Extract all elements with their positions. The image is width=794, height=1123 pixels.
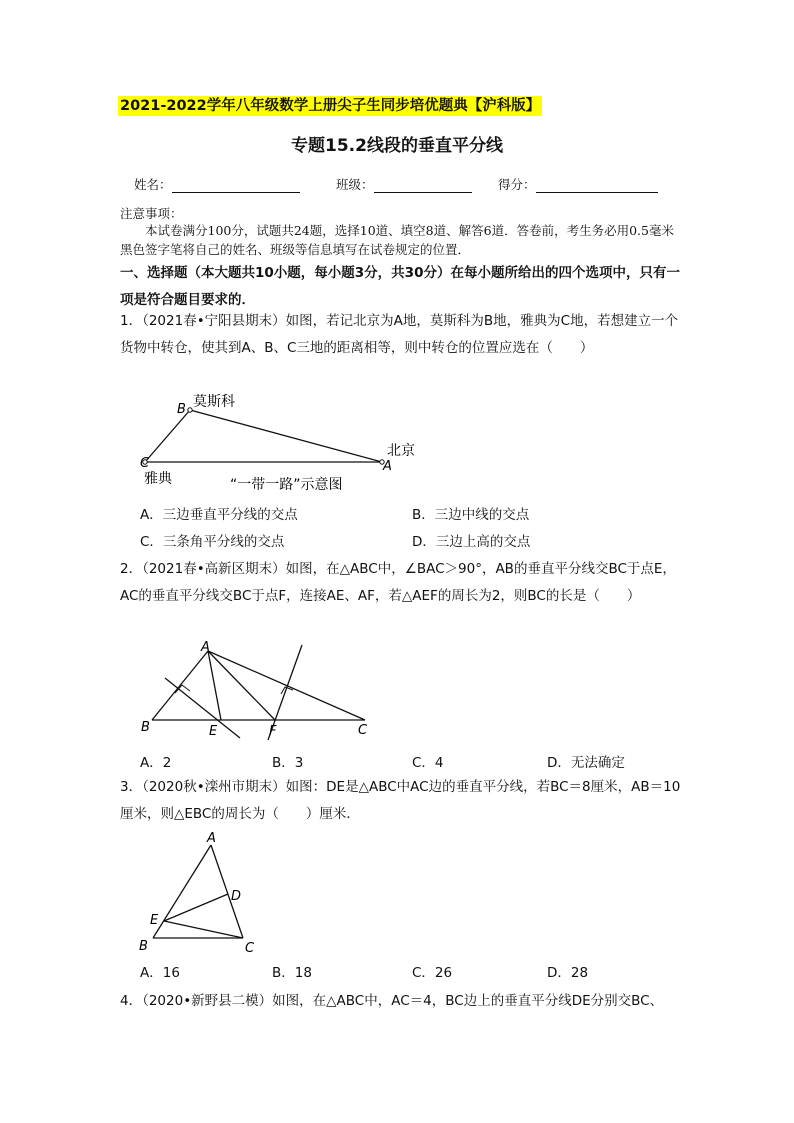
- class-label: 班级：: [336, 177, 374, 192]
- option-c[interactable]: C．26: [412, 965, 453, 981]
- side-ab: [153, 845, 211, 938]
- side-ba: [190, 410, 382, 462]
- label-a: A: [383, 459, 392, 474]
- question-stem: （2020秋•滦州市期末）如图：DE是△ABC中AC边的垂直平分线，若BC＝8厘米，AB＝10厘米，则△EBC的周长为（ ）厘米．: [120, 779, 681, 822]
- option-a[interactable]: A．2: [140, 755, 172, 771]
- notes-body: 本试卷满分100分，试题共24题，选择10道、填空8道、解答6道．答卷前，考生务必用0.5毫米黑色签字笔将自己的姓名、班级等信息填写在试卷规定的位置．: [120, 223, 674, 257]
- option-b[interactable]: B．18: [272, 965, 312, 981]
- point-b-dot: [188, 408, 192, 412]
- page-title: 专题15.2线段的垂直平分线: [291, 136, 503, 156]
- label-athens: 雅典: [144, 471, 172, 487]
- segment-de: [164, 894, 228, 921]
- side-bc: [145, 410, 190, 462]
- label-b: B: [177, 402, 186, 417]
- class-blank[interactable]: [374, 178, 472, 193]
- option-a[interactable]: A．16: [140, 965, 180, 981]
- option-c[interactable]: C．4: [412, 755, 444, 771]
- label-a: A: [201, 640, 210, 655]
- question-number: 3．: [120, 779, 143, 795]
- label-c: C: [245, 941, 255, 956]
- score-field: [498, 175, 658, 193]
- score-blank[interactable]: [536, 178, 658, 193]
- label-c: C: [358, 723, 368, 738]
- section-heading: 一、选择题（本大题共10小题，每小题3分，共30分）在每小题所给出的四个选项中，只有一项是符合题目要求的．: [120, 265, 680, 308]
- question-stem: （2021春•高新区期末）如图，在△ABC中，∠BAC＞90°，AB的垂直平分线交BC于点E，AC的垂直平分线交BC于点F，连接AE、AF，若△AEF的周长为2，则BC的长是（ ）: [120, 561, 676, 604]
- side-ab: [152, 651, 208, 720]
- label-c: C: [140, 456, 150, 471]
- label-b: B: [141, 720, 150, 735]
- segment-af: [208, 651, 275, 720]
- class-field: [336, 175, 472, 193]
- option-a[interactable]: A．三边垂直平分线的交点: [140, 507, 298, 523]
- question-number: 4．: [120, 993, 143, 1009]
- label-beijing: 北京: [387, 443, 415, 459]
- notes-heading: 注意事项：: [120, 206, 183, 221]
- figure-q3: [135, 828, 265, 956]
- score-label: 得分：: [498, 177, 536, 192]
- figure-q2: [135, 638, 385, 743]
- question-4: [120, 988, 685, 1015]
- name-field: [134, 175, 300, 193]
- option-b[interactable]: B．3: [272, 755, 304, 771]
- figure-q1: [135, 388, 425, 498]
- segment-ec: [164, 921, 243, 938]
- question-stem: （2021春•宁阳县期末）如图，若记北京为A地，莫斯科为B地，雅典为C地，若想建立一个货物中转仓，使其到A、B、C三地的距离相等，则中转仓的位置应选在（ ）: [120, 313, 679, 356]
- name-label: 姓名：: [134, 177, 172, 192]
- label-b: B: [139, 939, 148, 954]
- label-e: E: [209, 724, 218, 739]
- option-b[interactable]: B．三边中线的交点: [412, 507, 530, 523]
- question-2: [120, 556, 685, 610]
- figure-caption: “一带一路”示意图: [230, 477, 343, 493]
- name-blank[interactable]: [172, 178, 300, 193]
- question-number: 2．: [120, 561, 143, 577]
- label-e: E: [150, 913, 159, 928]
- header-banner: 2021-2022学年八年级数学上册尖子生同步培优题典【沪科版】: [120, 98, 541, 114]
- label-d: D: [231, 889, 242, 904]
- label-moscow: 莫斯科: [193, 394, 235, 410]
- segment-ae: [208, 651, 221, 720]
- option-d[interactable]: D．三边上高的交点: [412, 534, 531, 550]
- perp-bisector-ab: [165, 678, 240, 738]
- label-f: F: [269, 724, 277, 739]
- label-a: A: [207, 831, 216, 846]
- question-stem: （2020•新野县二模）如图，在△ABC中，AC＝4，BC边上的垂直平分线DE分别交BC、: [142, 993, 664, 1009]
- option-c[interactable]: C．三条角平分线的交点: [140, 534, 285, 550]
- side-ac: [208, 651, 365, 720]
- question-3: [120, 774, 685, 828]
- option-d[interactable]: D．无法确定: [547, 755, 625, 771]
- question-number: 1．: [120, 313, 143, 329]
- option-d[interactable]: D．28: [547, 965, 589, 981]
- question-1: [120, 308, 685, 362]
